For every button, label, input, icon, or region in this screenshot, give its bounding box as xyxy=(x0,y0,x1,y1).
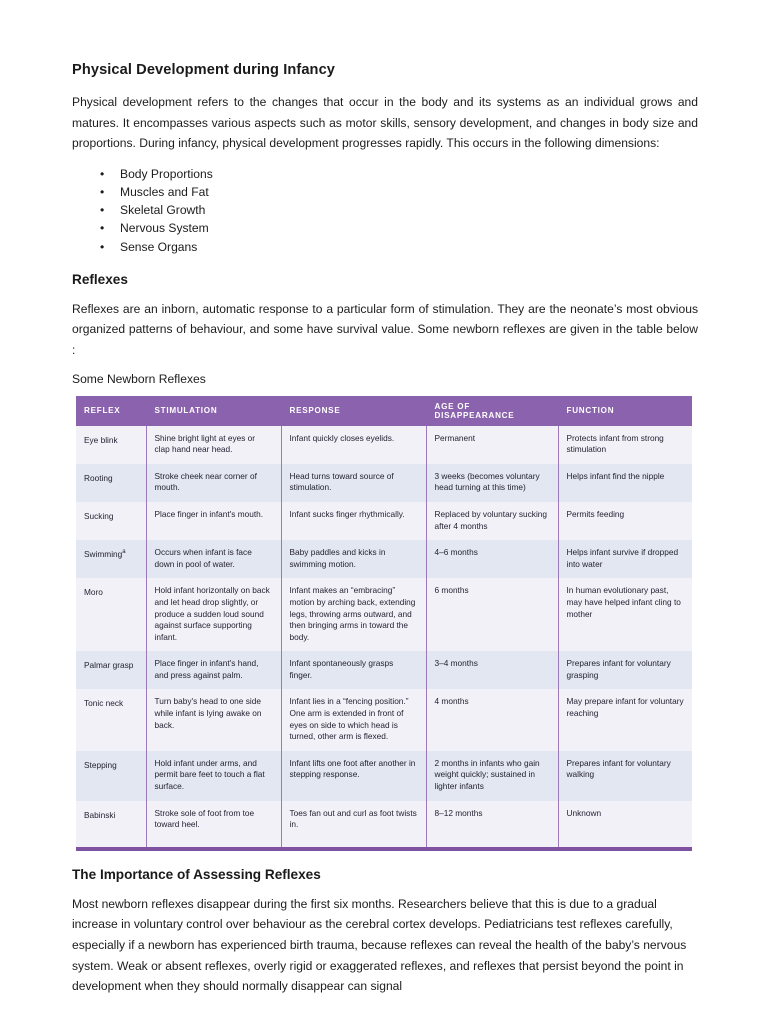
list-item xyxy=(72,201,698,219)
cell-stimulation: Shine bright light at eyes or clap hand near head. xyxy=(146,426,281,464)
table-row xyxy=(76,540,692,578)
reflexes-paragraph: Reflexes are an inborn, automatic response to a particular form of stimulation. They are the neonate’s most obvious organized patterns of behaviour, and some have survival value. Some newborn reflexes are given in the table below : xyxy=(72,301,698,357)
cell-stimulation: Turn baby's head to one side while infant is lying awake on back. xyxy=(146,689,281,750)
cell-stimulation: Place finger in infant's mouth. xyxy=(146,502,281,540)
cell-response: Baby paddles and kicks in swimming motion. xyxy=(281,540,426,578)
cell-reflex xyxy=(76,801,146,839)
cell-response: Head turns toward source of stimulation. xyxy=(281,464,426,502)
bullet-icon: • xyxy=(100,166,105,181)
cell-stimulation: Hold infant horizontally on back and let head drop slightly, or produce a sudden loud sound against surface supporting infant. xyxy=(146,578,281,651)
cell-age: 3 weeks (becomes voluntary head turning at this time) xyxy=(426,464,558,502)
cell-response: Infant lies in a “fencing position.” One arm is extended in front of eyes on side to which head is turned, other arm is flexed. xyxy=(281,689,426,750)
cell-age: 4 months xyxy=(426,689,558,750)
cell-reflex xyxy=(76,651,146,689)
cell-response: Infant spontaneously grasps finger. xyxy=(281,651,426,689)
table-row xyxy=(76,689,692,750)
cell-function: In human evolutionary past, may have helped infant cling to mother xyxy=(558,578,692,651)
list-item-label: Nervous System xyxy=(120,221,209,236)
cell-age: Permanent xyxy=(426,426,558,464)
section-heading-importance: The Importance of Assessing Reflexes xyxy=(72,866,321,882)
column-header-reflex: REFLEX xyxy=(76,396,146,426)
page-title: Physical Development during Infancy xyxy=(72,62,336,78)
reflex-name: Eye blink xyxy=(84,434,118,445)
reflex-table-container xyxy=(76,396,692,851)
table-row xyxy=(76,801,692,839)
table-caption: Some Newborn Reflexes xyxy=(72,371,206,386)
column-header-stimulation: STIMULATION xyxy=(146,396,281,426)
cell-response: Infant makes an “embracing” motion by arching back, extending legs, throwing arms outward, and then bringing arms in toward the body. xyxy=(281,578,426,651)
cell-reflex xyxy=(76,578,146,651)
importance-paragraph: Most newborn reflexes disappear during the first six months. Researchers believe that this is due to a gradual increase in voluntary control over behaviour as the cerebral cortex develops. Pediatricians test reflexes carefully, especially if a newborn has experienced birth trauma, because reflexes can reveal the health of the baby’s nervous system. Weak or absent reflexes, overly rigid or exaggerated reflexes, and reflexes that persist beyond the point in development when they should normally disappear can signal xyxy=(72,896,687,994)
reflex-name: Moro xyxy=(84,587,103,598)
cell-reflex xyxy=(76,502,146,540)
cell-age: 4–6 months xyxy=(426,540,558,578)
dimensions-bullet-list xyxy=(72,165,698,256)
cell-age: 2 months in infants who gain weight quickly; sustained in lighter infants xyxy=(426,751,558,801)
table-row xyxy=(76,751,692,801)
table-row xyxy=(76,426,692,464)
bullet-icon: • xyxy=(100,184,105,199)
list-item xyxy=(72,183,698,201)
list-item-label: Body Proportions xyxy=(120,166,213,181)
bullet-icon: • xyxy=(100,203,105,218)
list-item xyxy=(72,219,698,237)
cell-function: Prepares infant for voluntary walking xyxy=(558,751,692,801)
bullet-icon: • xyxy=(100,221,105,236)
cell-age: 6 months xyxy=(426,578,558,651)
cell-function: Prepares infant for voluntary grasping xyxy=(558,651,692,689)
cell-age: 8–12 months xyxy=(426,801,558,839)
newborn-reflexes-table xyxy=(76,396,692,847)
table-row xyxy=(76,651,692,689)
reflex-name: Sucking xyxy=(84,510,114,521)
cell-reflex xyxy=(76,751,146,801)
cell-function: Helps infant find the nipple xyxy=(558,464,692,502)
table-row xyxy=(76,578,692,651)
cell-response: Toes fan out and curl as foot twists in. xyxy=(281,801,426,839)
cell-reflex xyxy=(76,464,146,502)
intro-paragraph: Physical development refers to the changes that occur in the body and its systems as an individual grows and matures. It encompasses various aspects such as motor skills, sensory development, and changes in body size and proportions. During infancy, physical development progresses rapidly. This occurs in the following dimensions: xyxy=(72,95,698,151)
cell-response: Infant sucks finger rhythmically. xyxy=(281,502,426,540)
cell-reflex xyxy=(76,689,146,750)
cell-function: Unknown xyxy=(558,801,692,839)
reflex-name: Stepping xyxy=(84,759,117,770)
bullet-icon: • xyxy=(100,239,105,254)
cell-reflex xyxy=(76,540,146,578)
cell-stimulation: Stroke sole of foot from toe toward heel. xyxy=(146,801,281,839)
column-header-response: RESPONSE xyxy=(281,396,426,426)
cell-stimulation: Place finger in infant's hand, and press against palm. xyxy=(146,651,281,689)
cell-age: 3–4 months xyxy=(426,651,558,689)
table-bottom-spacer xyxy=(76,839,692,847)
cell-function: Permits feeding xyxy=(558,502,692,540)
reflex-name: Tonic neck xyxy=(84,698,124,709)
cell-response: Infant quickly closes eyelids. xyxy=(281,426,426,464)
reflex-name: Rooting xyxy=(84,472,113,483)
cell-stimulation: Stroke cheek near corner of mouth. xyxy=(146,464,281,502)
table-head xyxy=(76,396,692,426)
cell-function: May prepare infant for voluntary reaching xyxy=(558,689,692,750)
cell-reflex xyxy=(76,426,146,464)
cell-stimulation: Hold infant under arms, and permit bare feet to touch a flat surface. xyxy=(146,751,281,801)
list-item-label: Muscles and Fat xyxy=(120,184,209,199)
list-item xyxy=(72,238,698,256)
cell-response: Infant lifts one foot after another in stepping response. xyxy=(281,751,426,801)
column-header-function: FUNCTION xyxy=(558,396,692,426)
table-row xyxy=(76,502,692,540)
cell-stimulation: Occurs when infant is face down in pool of water. xyxy=(146,540,281,578)
list-item-label: Skeletal Growth xyxy=(120,203,206,218)
table-header-row xyxy=(76,396,692,426)
list-item-label: Sense Organs xyxy=(120,239,198,254)
cell-function: Protects infant from strong stimulation xyxy=(558,426,692,464)
reflex-name: Babinski xyxy=(84,809,116,820)
footnote-marker: a xyxy=(122,549,126,556)
reflex-name: Palmar grasp xyxy=(84,660,134,671)
cell-function: Helps infant survive if dropped into water xyxy=(558,540,692,578)
table-row xyxy=(76,464,692,502)
section-heading-reflexes: Reflexes xyxy=(72,271,128,287)
table-body xyxy=(76,426,692,847)
reflex-name: Swimming xyxy=(84,548,123,559)
cell-age: Replaced by voluntary sucking after 4 months xyxy=(426,502,558,540)
column-header-age: AGE OF DISAPPEARANCE xyxy=(426,396,558,426)
list-item xyxy=(72,165,698,183)
